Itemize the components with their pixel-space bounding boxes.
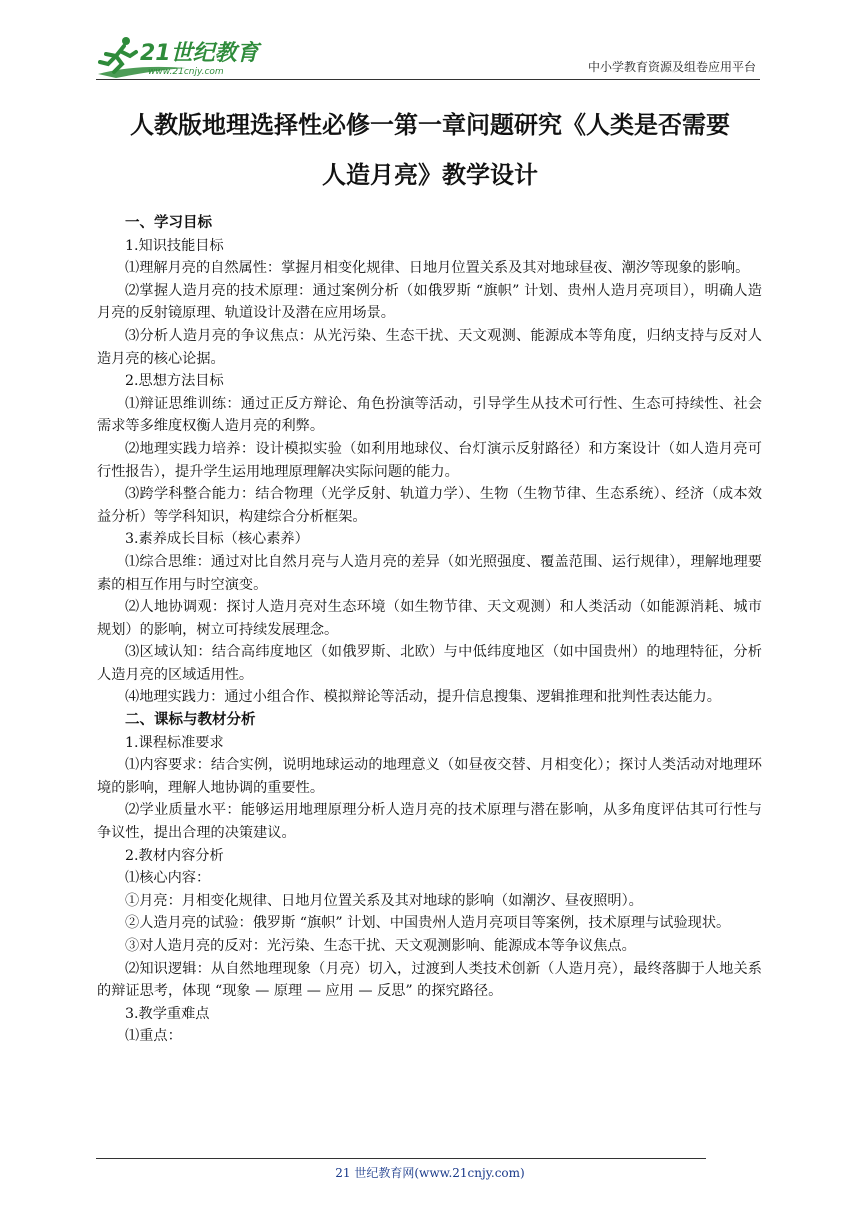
paragraph: ⑵掌握人造月亮的技术原理：通过案例分析（如俄罗斯 “旗帜” 计划、贵州人造月亮项目），明确人造月亮的反射镜原理、轨道设计及潜在应用场景。 bbox=[97, 282, 762, 322]
runner-logo-icon bbox=[96, 34, 266, 80]
paragraph: ⑷地理实践力：通过小组合作、模拟辩论等活动，提升信息搜集、逻辑推理和批判性表达能力。 bbox=[125, 689, 721, 706]
section-heading: 二、课标与教材分析 bbox=[125, 712, 256, 729]
footer-link[interactable]: 21 世纪教育网(www.21cnjy.com) bbox=[335, 1166, 525, 1180]
paragraph: ⑴辩证思维训练：通过正反方辩论、角色扮演等活动，引导学生从技术可行性、生态可持续性、社会需求等多维度权衡人造月亮的利弊。 bbox=[97, 395, 762, 435]
paragraph: ⑶跨学科整合能力：结合物理（光学反射、轨道力学）、生物（生物节律、生态系统）、经济（成本效益分析）等学科知识，构建综合分析框架。 bbox=[97, 486, 762, 525]
subsection-heading: 1.知识技能目标 bbox=[125, 237, 224, 254]
paragraph: ⑴理解月亮的自然属性：掌握月相变化规律、日地月位置关系及其对地球昼夜、潮汐等现象的影响。 bbox=[125, 260, 750, 277]
title-line-2: 人造月亮》教学设计 bbox=[322, 161, 538, 189]
subsection-heading: 3.教学重难点 bbox=[125, 1005, 210, 1022]
subsection-heading: 1.课程标准要求 bbox=[125, 734, 224, 751]
document-body bbox=[97, 212, 762, 1048]
site-logo[interactable] bbox=[96, 34, 266, 80]
logo-url: www.21cnjy.com bbox=[148, 67, 224, 77]
section-heading: 一、学习目标 bbox=[125, 215, 212, 231]
paragraph: ⑵人地协调观：探讨人造月亮对生态环境（如生物节律、天文观测）和人类活动（如能源消耗、城市规划）的影响，树立可持续发展理念。 bbox=[97, 599, 762, 638]
site-name: 中小学教育资源及组卷应用平台 bbox=[587, 60, 756, 74]
paragraph: ⑵知识逻辑：从自然地理现象（月亮）切入，过渡到人类技术创新（人造月亮），最终落脚于人地关系的辩证思考，体现 “现象 — 原理 — 应用 — 反思” 的探究路径。 bbox=[97, 960, 762, 1000]
paragraph: ②人造月亮的试验：俄罗斯 “旗帜” 计划、中国贵州人造月亮项目等案例，技术原理与试验现状。 bbox=[125, 915, 731, 932]
title-line-1: 人教版地理选择性必修一第一章问题研究《人类是否需要 bbox=[130, 111, 730, 139]
page-header bbox=[96, 34, 756, 82]
paragraph: ⑴综合思维：通过对比自然月亮与人造月亮的差异（如光照强度、覆盖范围、运行规律），理解地理要素的相互作用与时空演变。 bbox=[97, 553, 762, 593]
logo-text: 21世纪教育 bbox=[140, 41, 259, 66]
paragraph: ⑶分析人造月亮的争议焦点：从光污染、生态干扰、天文观测、能源成本等角度，归纳支持与反对人造月亮的核心论据。 bbox=[97, 327, 762, 367]
paragraph: ⑴内容要求：结合实例，说明地球运动的地理意义（如昼夜交替、月相变化）；探讨人类活动对地理环境的影响，理解人地协调的重要性。 bbox=[97, 757, 762, 796]
paragraph: ⑵地理实践力培养：设计模拟实验（如利用地球仪、台灯演示反射路径）和方案设计（如人造月亮可行性报告），提升学生运用地理原理解决实际问题的能力。 bbox=[97, 440, 762, 480]
paragraph: ⑴核心内容： bbox=[125, 870, 211, 887]
paragraph: ⑴重点： bbox=[125, 1028, 182, 1045]
header-divider bbox=[96, 79, 760, 80]
paragraph: ③对人造月亮的反对：光污染、生态干扰、天文观测影响、能源成本等争议焦点。 bbox=[125, 938, 636, 954]
paragraph: ⑵学业质量水平：能够运用地理原理分析人造月亮的技术原理与潜在影响，从多角度评估其可行性与争议性，提出合理的决策建议。 bbox=[97, 802, 762, 842]
paragraph: ①月亮：月相变化规律、日地月位置关系及其对地球的影响（如潮汐、昼夜照明）。 bbox=[125, 892, 643, 909]
subsection-heading: 3.素养成长目标（核心素养） bbox=[125, 531, 309, 548]
footer-divider bbox=[96, 1158, 706, 1159]
subsection-heading: 2.教材内容分析 bbox=[125, 847, 224, 864]
page-title bbox=[90, 100, 770, 200]
subsection-heading: 2.思想方法目标 bbox=[125, 373, 224, 390]
paragraph: ⑶区域认知：结合高纬度地区（如俄罗斯、北欧）与中低纬度地区（如中国贵州）的地理特征，分析人造月亮的区域适用性。 bbox=[97, 644, 762, 683]
